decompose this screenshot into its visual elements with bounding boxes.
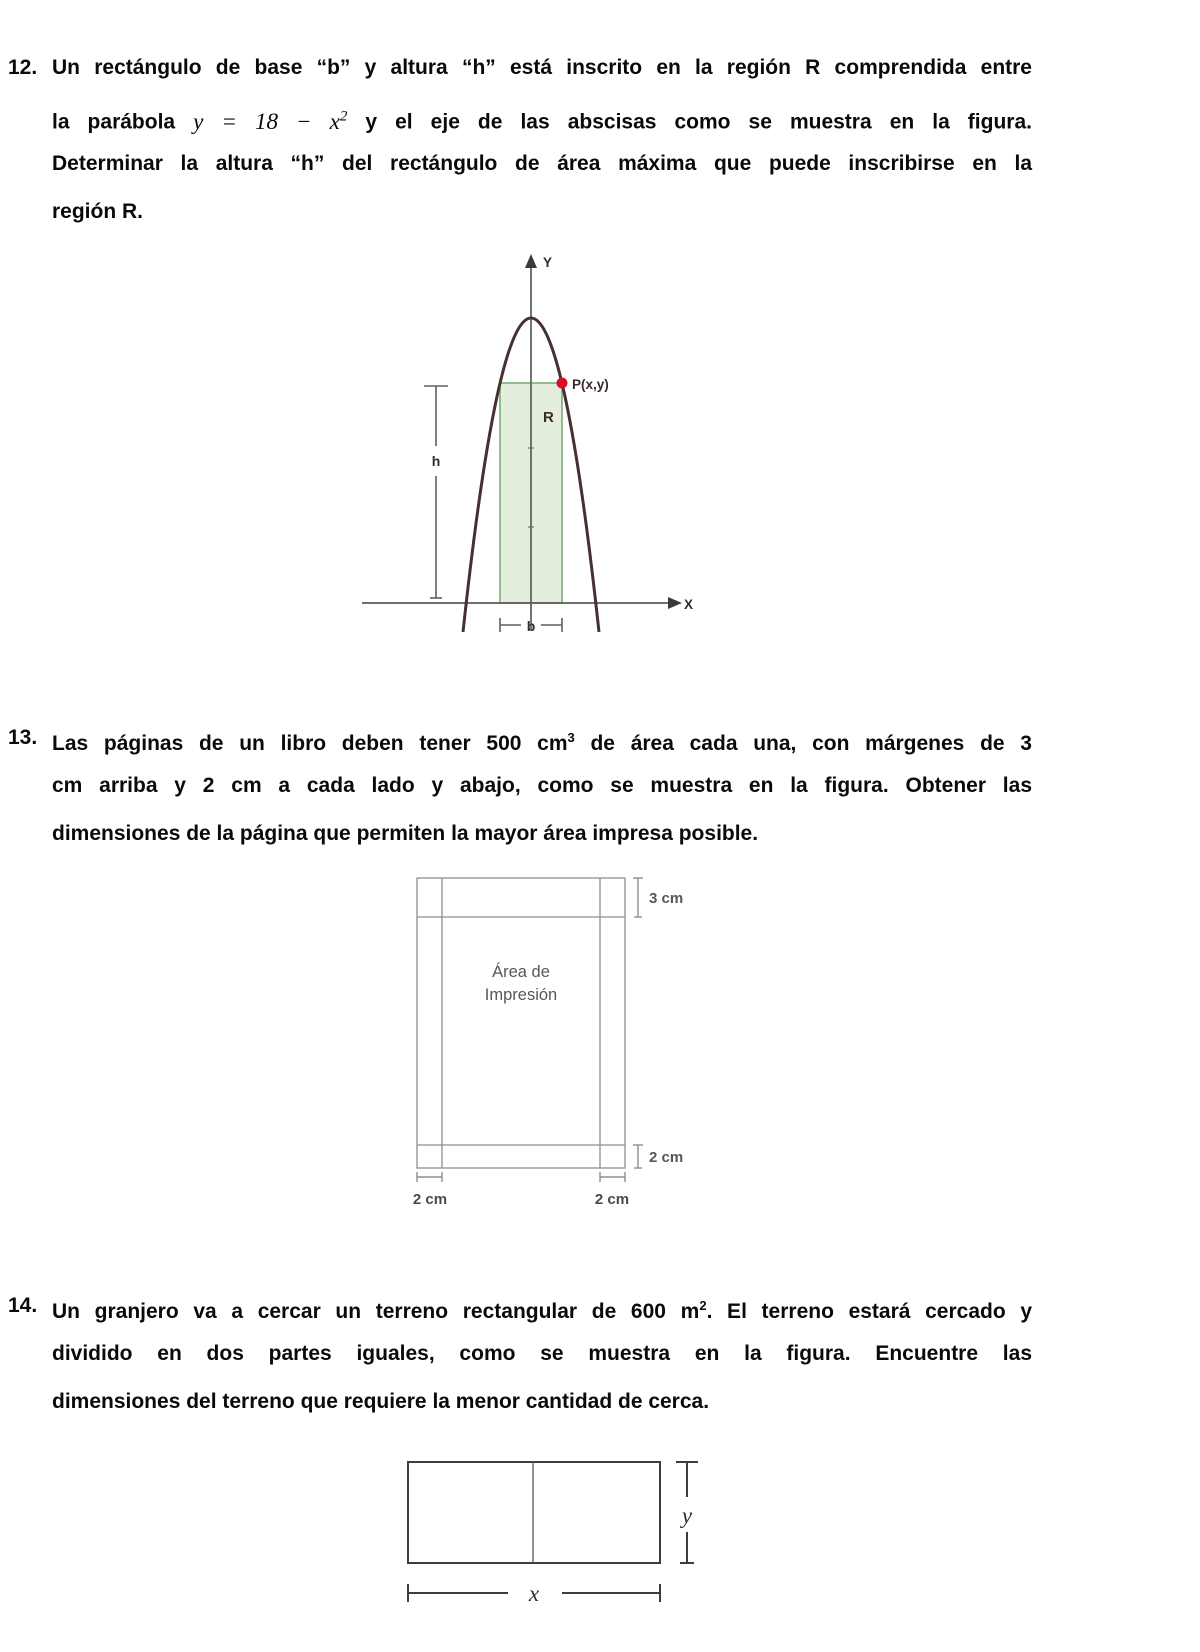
h-dimension-lines [424, 386, 448, 598]
left-margin-label: 2 cm [412, 1191, 448, 1208]
y-axis-label: Y [543, 255, 553, 270]
region-r-label: R [543, 409, 554, 426]
area-unit-superscript: 3 [567, 730, 575, 745]
problem-12-line-3: Determinar la altura “h” del rectángulo de área máxima que puede inscribirse en la [52, 152, 1032, 175]
problem-13-line-1 [52, 725, 1032, 757]
right-margin-label: 2 cm [594, 1191, 630, 1208]
problem-14-line-1 [52, 1293, 1032, 1325]
field-rectangle [408, 1462, 660, 1563]
print-area-label-line-2: Impresión [484, 986, 558, 1004]
problem-12-line-4: región R. [52, 200, 144, 223]
figure-page-margins [405, 870, 715, 1220]
point-p-marker [557, 378, 568, 389]
problem-13-line-1-post: de área cada una, con márgenes de 3 [574, 732, 1032, 755]
problem-12-line-2 [52, 103, 1032, 135]
figure-parabola-inscribed-rectangle [360, 250, 700, 640]
problem-12-number: 12. [8, 56, 38, 79]
y-axis-arrow-icon [525, 254, 537, 268]
problem-12-line-2-post: y el eje de las abscisas como se muestra en la figura. [347, 110, 1032, 134]
problem-14-line-1-post: . El terreno estará cercado y [706, 1300, 1032, 1323]
problem-13-line-2: cm arriba y 2 cm a cada lado y abajo, como se muestra en la figura. Obtener las [52, 774, 1032, 797]
top-margin-label: 3 cm [649, 890, 684, 907]
bottom-margin-bracket [633, 1145, 643, 1168]
problem-13-number: 13. [8, 726, 38, 749]
x-axis-arrow-icon [668, 597, 682, 609]
print-area-label-line-1: Área de [492, 963, 550, 981]
problem-12-line-1: Un rectángulo de base “b” y altura “h” está inscrito en la región R comprendida entre [52, 56, 1032, 79]
b-dimension-label: b [526, 618, 536, 634]
h-dimension-label: h [431, 453, 441, 469]
problem-13-line-3: dimensiones de la página que permiten la mayor área impresa posible. [52, 822, 759, 845]
problem-14-line-3: dimensiones del terreno que requiere la menor cantidad de cerca. [52, 1390, 710, 1413]
problem-12-line-2-pre: la parábola [52, 110, 194, 134]
figure-divided-field [390, 1450, 720, 1620]
field-area-superscript: 2 [699, 1298, 707, 1313]
point-p-label: P(x,y) [572, 377, 609, 392]
problem-13-line-1-pre: Las páginas de un libro deben tener 500 cm [52, 732, 568, 755]
x-axis-label: X [684, 597, 694, 612]
side-margin-markers [417, 1172, 625, 1182]
page-outline-and-margin-lines [417, 878, 625, 1168]
bottom-margin-label: 2 cm [649, 1149, 684, 1166]
problem-14-line-1-pre: Un granjero va a cercar un terreno rectangular de 600 m [52, 1300, 700, 1323]
parabola-equation: $y = 18 - x^2$ [193, 107, 348, 134]
top-margin-bracket [633, 878, 643, 917]
problem-14-line-2: dividido en dos partes iguales, como se muestra en la figura. Encuentre las [52, 1342, 1032, 1365]
problem-14-number: 14. [8, 1294, 38, 1317]
x-dimension-label: x [528, 1581, 540, 1606]
y-dimension-label: y [681, 1503, 693, 1528]
